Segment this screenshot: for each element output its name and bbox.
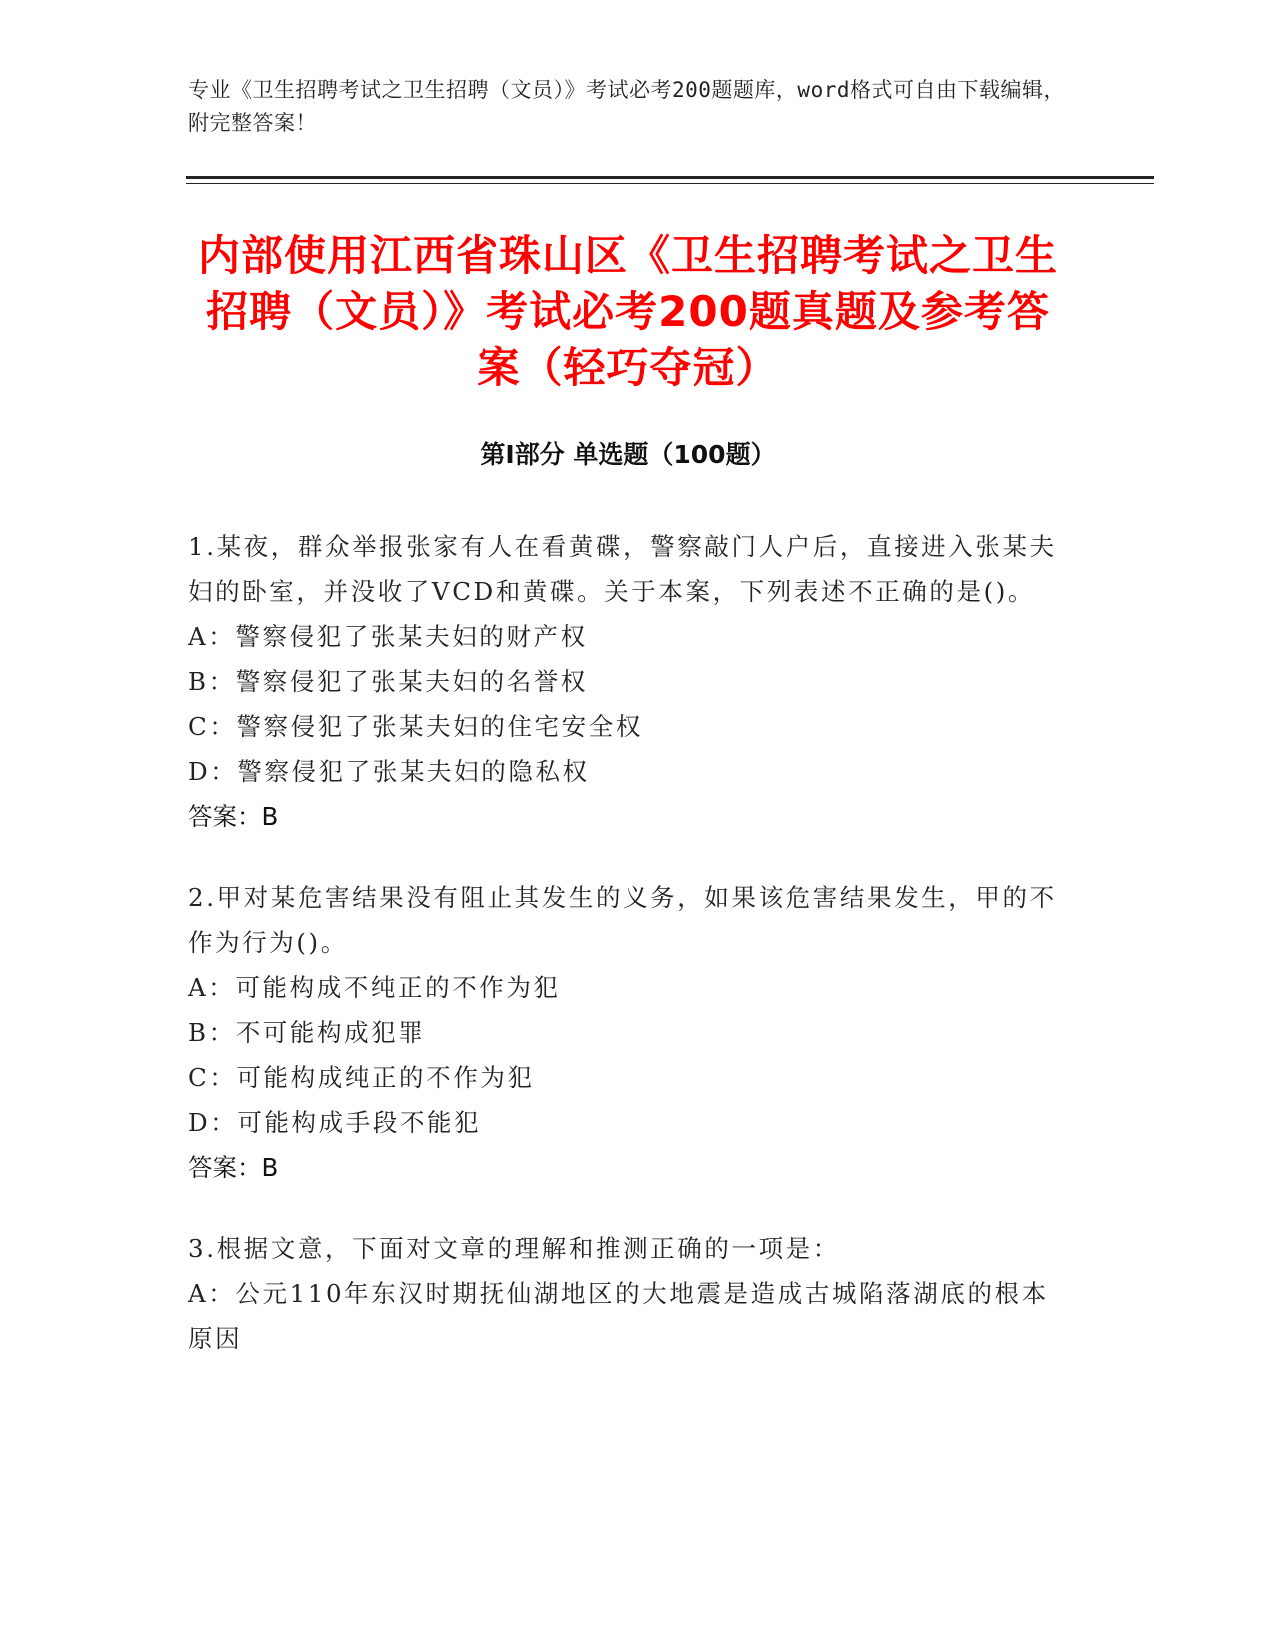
question-3-option-a: A：公元110年东汉时期抚仙湖地区的大地震是造成古城陷落湖底的根本原因 xyxy=(188,1279,1049,1353)
question-1-text: 1.某夜，群众举报张家有人在看黄碟，警察敲门人户后，直接进入张某夫妇的卧室，并没收了VCD和黄碟。关于本案，下列表述不正确的是()。 xyxy=(188,532,1057,606)
question-3 xyxy=(188,1226,1068,1361)
question-2-answer: 答案：B xyxy=(188,1153,279,1182)
question-1 xyxy=(188,524,1068,839)
document-title: 内部使用江西省珠山区《卫生招聘考试之卫生招聘（文员）》考试必考200题真题及参考答案（轻巧夺冠） xyxy=(197,231,1058,392)
header-note: 专业《卫生招聘考试之卫生招聘（文员）》考试必考200题题库，word格式可自由下载编辑，附完整答案！ xyxy=(188,78,1065,135)
question-2-option-a: A：可能构成不纯正的不作为犯 xyxy=(188,973,561,1002)
question-2-option-b: B：不可能构成犯罪 xyxy=(188,1018,426,1047)
question-2 xyxy=(188,875,1068,1190)
question-list xyxy=(188,524,1068,1397)
question-3-text: 3.根据文意，下面对文章的理解和推测正确的一项是： xyxy=(188,1234,840,1263)
header-rule-thin xyxy=(186,183,1154,184)
question-1-option-a: A：警察侵犯了张某夫妇的财产权 xyxy=(188,622,588,651)
question-2-option-c: C：可能构成纯正的不作为犯 xyxy=(188,1063,535,1092)
question-1-option-b: B：警察侵犯了张某夫妇的名誉权 xyxy=(188,667,589,696)
question-2-option-d: D：可能构成手段不能犯 xyxy=(188,1108,482,1137)
question-2-text: 2.甲对某危害结果没有阻止其发生的义务，如果该危害结果发生，甲的不作为行为()。 xyxy=(188,883,1057,957)
question-1-option-d: D：警察侵犯了张某夫妇的隐私权 xyxy=(188,757,590,786)
question-1-answer: 答案：B xyxy=(188,802,279,831)
question-1-option-c: C：警察侵犯了张某夫妇的住宅安全权 xyxy=(188,712,643,741)
section-title: 第Ⅰ部分 单选题（100题） xyxy=(480,440,776,469)
header-rule-thick xyxy=(186,176,1154,179)
